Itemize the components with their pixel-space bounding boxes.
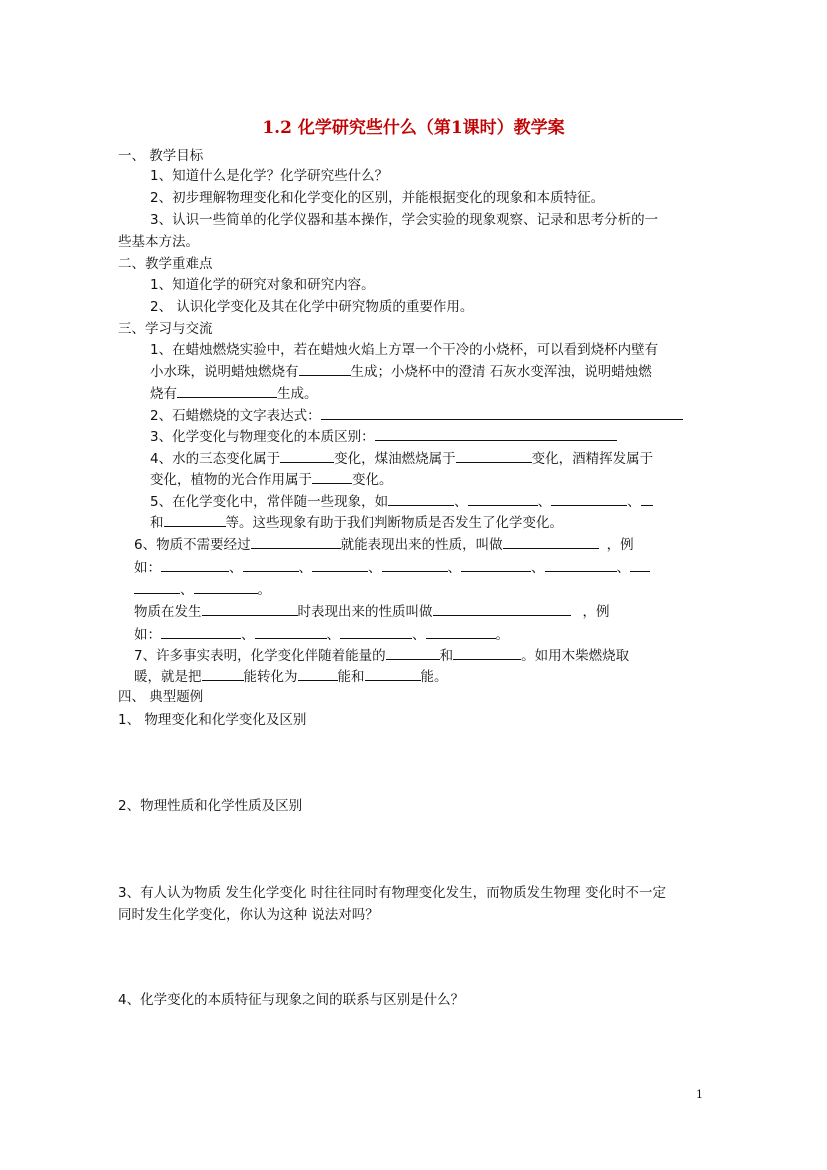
question-4-line-2 [150, 470, 393, 489]
answer-blank[interactable] [312, 558, 368, 572]
answer-blank[interactable] [298, 667, 338, 681]
answer-blank[interactable] [386, 646, 440, 660]
answer-blank[interactable] [161, 558, 229, 572]
answer-blank[interactable] [503, 535, 599, 549]
answer-blank[interactable] [251, 535, 341, 549]
answer-blank[interactable] [164, 513, 226, 527]
question-3 [150, 427, 617, 446]
question-7-line-2 [134, 667, 448, 686]
question-text: 变化，植物的光合作用属于 [150, 472, 312, 488]
question-1-line-2 [150, 362, 652, 381]
question-text: 能转化为 [243, 669, 298, 685]
objective-item-continued: 些基本方法。 [118, 234, 199, 250]
separator: 、 [326, 627, 340, 643]
separator: 、 [412, 627, 426, 643]
separator: 、 [531, 560, 545, 576]
question-5-line-1 [150, 492, 653, 511]
answer-blank[interactable] [134, 580, 180, 594]
answer-blank[interactable] [545, 558, 617, 572]
question-1-line-3 [150, 384, 318, 403]
question-text: 等。这些现象有助于我们判断物质是否发生了化学变化。 [225, 515, 563, 531]
question-text: 物质在发生 [134, 604, 202, 620]
question-text: 3、化学变化与物理变化的本质区别： [150, 429, 375, 445]
question-text: 5、在化学变化中，常伴随一些现象，如 [150, 494, 389, 510]
example-1: 1、 物理变化和化学变化及区别 [118, 712, 307, 728]
question-text: 能和 [337, 669, 365, 685]
answer-blank[interactable] [365, 667, 421, 681]
answer-blank[interactable] [388, 492, 454, 506]
key-point-item: 2、 认识化学变化及其在化学中研究物质的重要作用。 [150, 299, 474, 315]
question-text: 如： [134, 627, 161, 643]
answer-blank[interactable] [375, 427, 617, 441]
answer-blank[interactable] [161, 625, 241, 639]
question-6-line-3 [134, 580, 271, 599]
separator: 、 [298, 560, 312, 576]
objective-item: 1、知道什么是化学？化学研究些什么？ [150, 168, 389, 184]
question-7-line-1 [134, 646, 629, 665]
section-heading-examples: 四、 典型题例 [118, 689, 204, 705]
question-text: 就能表现出来的性质，叫做 [340, 537, 503, 553]
question-text: 小水珠，说明蜡烛燃烧有 [150, 364, 299, 380]
question-text: 暖，就是把 [134, 669, 202, 685]
question-text: 和 [150, 515, 164, 531]
question-text: 变化。 [352, 472, 393, 488]
question-6-line-2 [134, 558, 650, 577]
question-6-line-4 [134, 602, 610, 621]
answer-blank[interactable] [202, 602, 298, 616]
answer-blank[interactable] [461, 558, 531, 572]
question-4-line-1 [150, 449, 653, 468]
page-title: 1.2 化学研究些什么（第1课时）教学案 [262, 118, 565, 138]
question-text: 变化，煤油燃烧属于 [334, 451, 456, 467]
separator: 、 [241, 627, 255, 643]
section-heading-key-points: 二、教学重难点 [118, 256, 213, 272]
question-text: 。如用木柴燃烧取 [521, 648, 630, 664]
example-3-line-1: 3、有人认为物质 发生化学变化 时往往同时有物理变化发生，而物质发生物理 变化时不一定 [118, 885, 666, 901]
answer-blank[interactable] [299, 362, 351, 376]
question-5-line-2 [150, 513, 563, 532]
question-text: ，例 [582, 604, 610, 620]
answer-blank[interactable] [280, 449, 334, 463]
separator: 、 [537, 494, 552, 510]
question-2 [150, 406, 683, 425]
answer-blank[interactable] [468, 492, 538, 506]
question-text: 4、水的三态变化属于 [150, 451, 281, 467]
key-point-item: 1、知道化学的研究对象和研究内容。 [150, 277, 375, 293]
question-text: 烧有 [150, 386, 177, 402]
example-2: 2、物理性质和化学性质及区别 [118, 798, 303, 814]
section-heading-study: 三、学习与交流 [118, 321, 213, 337]
question-text: 如： [134, 560, 161, 576]
separator: 、 [616, 560, 630, 576]
objective-item: 2、初步理解物理变化和化学变化的区别，并能根据变化的现象和本质特征。 [150, 190, 605, 206]
question-text: 变化，酒精挥发属于 [531, 451, 654, 467]
question-text: 7、许多事实表明，化学变化伴随着能量的 [134, 648, 386, 664]
answer-blank[interactable] [433, 602, 571, 616]
question-text: ，例 [606, 537, 634, 553]
answer-blank[interactable] [312, 470, 352, 484]
question-6-line-5 [134, 625, 509, 644]
question-text: 和 [439, 648, 454, 664]
question-text: 6、物质不需要经过 [134, 537, 251, 553]
answer-blank[interactable] [426, 625, 496, 639]
answer-blank[interactable] [243, 558, 299, 572]
question-text: 2、石蜡燃烧的文字表达式： [150, 408, 321, 424]
separator: 、 [454, 494, 468, 510]
answer-blank[interactable] [456, 449, 532, 463]
answer-blank[interactable] [255, 625, 327, 639]
page-number: 1 [696, 1088, 703, 1101]
answer-blank[interactable] [453, 646, 521, 660]
question-text: 时表现出来的性质叫做 [297, 604, 433, 620]
answer-blank[interactable] [551, 492, 627, 506]
example-3-line-2: 同时发生化学变化，你认为这种 说法对吗？ [118, 907, 379, 923]
answer-blank[interactable] [382, 558, 448, 572]
answer-blank[interactable] [177, 384, 277, 398]
answer-blank[interactable] [202, 667, 244, 681]
answer-blank[interactable] [194, 580, 258, 594]
separator: 、 [368, 560, 382, 576]
example-4: 4、化学变化的本质特征与现象之间的联系与区别是什么？ [118, 992, 465, 1008]
section-heading-objectives: 一、 教学目标 [118, 148, 204, 164]
answer-blank[interactable] [321, 406, 683, 420]
objective-item: 3、认识一些简单的化学仪器和基本操作，学会实验的现象观察、记录和思考分析的一 [150, 212, 659, 228]
separator: 、 [447, 560, 461, 576]
separator: 、 [180, 582, 194, 598]
answer-blank[interactable] [641, 492, 653, 506]
answer-blank[interactable] [340, 625, 412, 639]
question-text: 生成。 [277, 386, 318, 402]
separator: 。 [257, 582, 271, 598]
question-6-line-1 [134, 535, 634, 554]
separator: 、 [229, 560, 243, 576]
question-1-line-1: 1、在蜡烛燃烧实验中，若在蜡烛火焰上方罩一个干冷的小烧杯，可以看到烧杯内壁有 [150, 342, 659, 358]
question-text: 生成；小烧杯中的澄清 石灰水变浑浊，说明蜡烛燃 [350, 364, 652, 380]
separator: 、 [627, 494, 641, 510]
question-text: 能。 [420, 669, 448, 685]
answer-blank[interactable] [630, 558, 650, 572]
separator: 。 [495, 627, 509, 643]
